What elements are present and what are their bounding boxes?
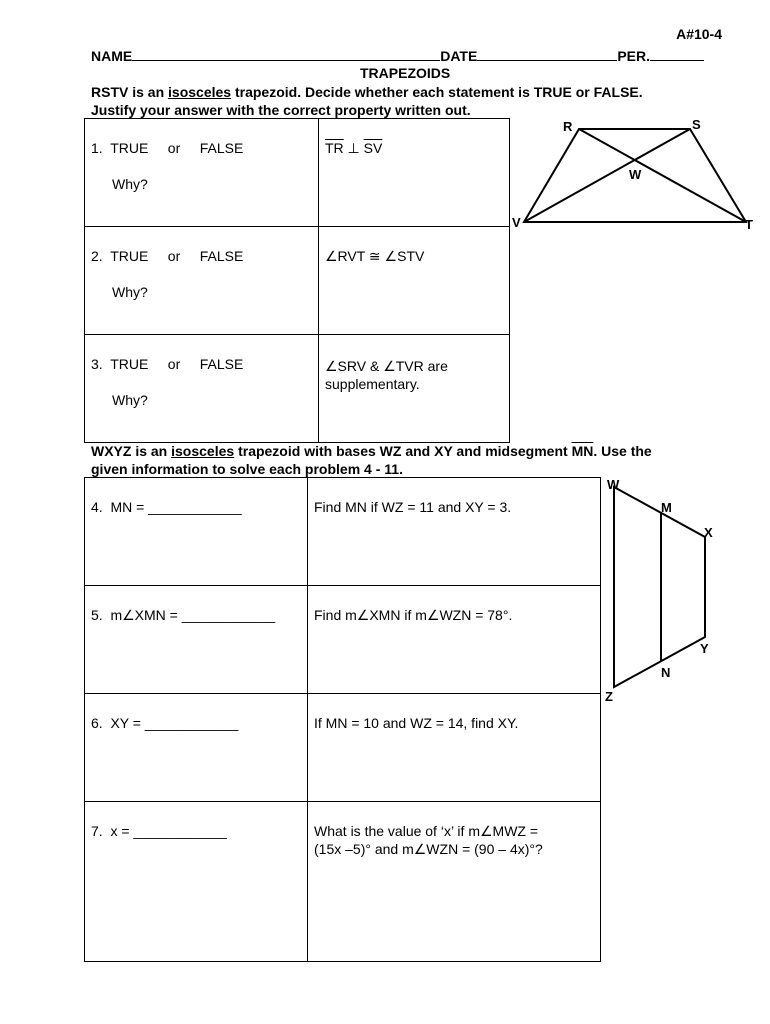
answer-cell[interactable] — [85, 335, 319, 443]
question-line: Find m∠XMN if m∠WZN = 78°. — [314, 607, 513, 623]
part1-table — [84, 118, 510, 443]
table-row — [85, 119, 510, 227]
label-y: Y — [700, 641, 709, 656]
base-wz: $\overline{WZ}$ — [379, 443, 402, 459]
answer-cell[interactable] — [85, 802, 308, 962]
part1-intro-a: RSTV is an — [91, 84, 169, 100]
diagonal-sv — [524, 129, 690, 222]
per-field[interactable] — [650, 47, 704, 61]
tf-choice — [91, 247, 243, 265]
trapezoid-outline — [614, 487, 705, 687]
table-row — [85, 227, 510, 335]
label-n: N — [661, 665, 671, 680]
table-row — [85, 694, 601, 802]
base-xy: $\overline{XY}$ — [434, 443, 453, 459]
answer-label: 5. m∠XMN = ____________ — [91, 607, 276, 623]
part1-intro-underlined: isosceles — [168, 84, 232, 100]
false-option[interactable]: FALSE — [199, 356, 244, 372]
answer-cell[interactable] — [85, 478, 308, 586]
why-label: Why? — [112, 176, 148, 192]
question-text — [314, 822, 543, 858]
true-option[interactable]: TRUE — [110, 248, 149, 264]
diagonal-rt — [579, 129, 746, 222]
statement-cell — [319, 335, 510, 443]
question-line: Find MN if WZ = 11 and XY = 3. — [314, 499, 512, 515]
or-word: or — [167, 140, 181, 156]
answer-cell[interactable] — [85, 586, 308, 694]
label-s: S — [692, 117, 701, 132]
true-option[interactable]: TRUE — [110, 356, 149, 372]
label-r: R — [563, 119, 573, 134]
true-option[interactable]: TRUE — [110, 140, 149, 156]
part2-table — [84, 477, 601, 962]
question-text — [314, 498, 511, 516]
row-number: 2. — [91, 248, 103, 264]
part2-intro-underlined: isosceles — [171, 443, 235, 459]
statement-text: ∠RVT ≅ ∠STV — [325, 248, 425, 264]
why-label: Why? — [112, 392, 148, 408]
question-line: If MN = 10 and WZ = 14, find XY. — [314, 715, 519, 731]
question-cell — [308, 586, 601, 694]
name-field[interactable] — [132, 47, 440, 61]
statement-cell — [319, 119, 510, 227]
name-label: NAME — [91, 48, 133, 64]
or-word: or — [167, 356, 181, 372]
date-field[interactable] — [477, 47, 617, 61]
date-label: DATE — [440, 48, 478, 64]
part1-intro-b: trapezoid. Decide whether each statement is TRUE or FALSE. — [231, 84, 643, 100]
label-z: Z — [605, 689, 613, 704]
table-row — [85, 478, 601, 586]
assignment-number: A#10-4 — [676, 26, 722, 42]
segment-sv: $\overline{SV}$ — [363, 140, 383, 156]
page-title: TRAPEZOIDS — [360, 65, 451, 81]
segment-tr: $\overline{TR}$ — [325, 140, 344, 156]
question-line: What is the value of ‘x’ if m∠MWZ = — [314, 823, 539, 839]
false-option[interactable]: FALSE — [199, 140, 244, 156]
question-text — [314, 606, 512, 624]
answer-label: 7. x = ____________ — [91, 823, 227, 839]
trapezoid-rstv-figure — [508, 112, 763, 237]
label-t: T — [745, 217, 753, 232]
answer-label: 6. XY = ____________ — [91, 715, 239, 731]
part2-intro-a: WXYZ is an — [91, 443, 172, 459]
tf-choice — [91, 139, 243, 157]
label-w: W — [629, 167, 642, 182]
question-text — [314, 714, 518, 732]
false-option[interactable]: FALSE — [199, 248, 244, 264]
part1-intro-line2: Justify your answer with the correct property written out. — [91, 102, 471, 118]
or-word: or — [167, 248, 181, 264]
why-label: Why? — [112, 284, 148, 300]
part2-intro-c: and midsegment — [452, 443, 572, 459]
question-line: (15x –5)° and m∠WZN = (90 – 4x)°? — [314, 841, 543, 857]
answer-label: 4. MN = ____________ — [91, 499, 242, 515]
label-v: V — [512, 215, 521, 230]
row-number: 1. — [91, 140, 103, 156]
tf-choice — [91, 355, 243, 373]
table-row — [85, 802, 601, 962]
table-row — [85, 335, 510, 443]
statement-cell — [319, 227, 510, 335]
statement-text — [325, 357, 448, 393]
part2-intro-line2: given information to solve each problem 4 - 11. — [91, 461, 403, 477]
part2-intro-b: trapezoid with bases — [234, 443, 380, 459]
midsegment-mn: $\overline{MN}$ — [571, 443, 594, 459]
answer-cell[interactable] — [85, 694, 308, 802]
statement-text — [325, 139, 382, 157]
label-w: W — [607, 477, 620, 492]
question-cell — [308, 694, 601, 802]
per-label: PER. — [617, 48, 650, 64]
row-number: 3. — [91, 356, 103, 372]
part2-instructions — [91, 442, 731, 478]
statement-line: supplementary. — [325, 376, 420, 392]
and-word: and — [401, 443, 435, 459]
header-line — [91, 47, 723, 64]
label-x: X — [704, 525, 713, 540]
table-row — [85, 586, 601, 694]
perpendicular-symbol: ⊥ — [343, 140, 364, 156]
part2-intro-d: . Use the — [593, 443, 652, 459]
answer-cell[interactable] — [85, 119, 319, 227]
label-m: M — [661, 500, 672, 515]
question-cell — [308, 478, 601, 586]
trapezoid-wxyz-figure — [600, 475, 725, 705]
statement-line: ∠SRV & ∠TVR are — [325, 358, 448, 374]
question-cell — [308, 802, 601, 962]
answer-cell[interactable] — [85, 227, 319, 335]
